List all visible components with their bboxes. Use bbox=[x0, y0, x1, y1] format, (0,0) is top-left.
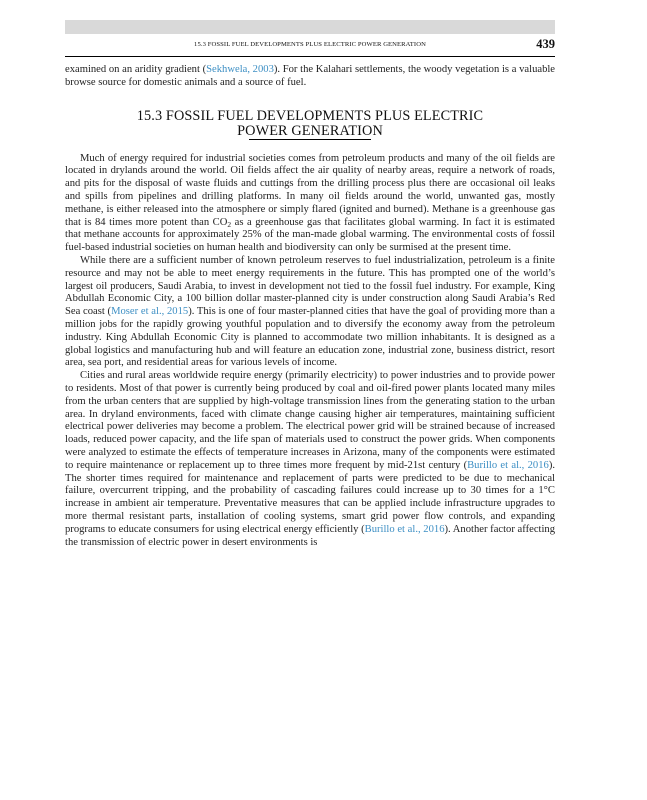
citation-link[interactable]: Sekhwela, 2003 bbox=[206, 64, 274, 75]
p2-text-b: ). This is one of four master-planned cities that have the goal of providing more than a million jobs for the rapidly growing youthful population and to diversify the economy away from the petroleum industry. King Abdullah Economic City is planned to accommodate two million inhabitants. It is designed as a global logistics and manufacturing hub and will feature an education zone, industrial zone, business district, resort area, sea port, and residential areas for various levels of income. bbox=[65, 306, 556, 369]
section-heading-text: 15.3 FOSSIL FUEL DEVELOPMENTS PLUS ELECTRIC POWER GENERATION bbox=[136, 107, 484, 139]
top-gray-band bbox=[65, 20, 555, 34]
p3-text-b: ). The shorter times required for maintenance and replacement of parts were predicted to be due to mechanical failure, overcurrent tripping, and the probability of cascading failures could increase up to 30 times for a 1°C increase in ambient air temperature. Preventative measures that can be applied include infrastructure upgrades to more thermal resistant parts, installation of cooling systems, smart grid power flow controls, and expanding programs to educate consumers for using electrical energy efficiently ( bbox=[65, 459, 555, 535]
paragraph-2 bbox=[65, 255, 555, 370]
paragraph-1 bbox=[65, 153, 555, 255]
intro-text-b: ). For the Kalahari settlements, the woody vegetation is a valuable browse source for domestic animals and a source of fuel. bbox=[65, 64, 556, 88]
citation-link[interactable]: Burillo et al., 2016 bbox=[364, 523, 445, 535]
paragraph-3 bbox=[65, 370, 555, 549]
citation-link[interactable]: Moser et al., 2015 bbox=[111, 306, 189, 318]
co2-subscript: 2 bbox=[227, 219, 232, 229]
p1-text-b: as a greenhouse gas that facilitates global warming. In fact it is estimated that methane accounts for approximately 25% of the man-made global warming. The environmental costs of fossil fuel-based industrial societies on human health and biodiversity can only be surmised at the present time. bbox=[65, 216, 555, 254]
running-header bbox=[65, 36, 555, 57]
p1-text-a: Much of energy required for industrial societies comes from petroleum products and many of the oil fields are located in drylands around the world. Oil fields affect the air quality of nearby areas, require a network of roads, and pits for the disposal of waste fluids and cuttings from the drilling process plus there are occasional oil leaks and spills from pipelines and drilling platforms. In many oil fields around the world, unwanted gas, mostly methane, is either released into the atmosphere or simply flared (ignited and burned). Methane is a greenhouse gas that is 84 times more potent than CO bbox=[65, 152, 555, 228]
citation-link[interactable]: Burillo et al., 2016 bbox=[467, 459, 549, 471]
p3-text-a: Cities and rural areas worldwide require energy (primarily electricity) to power industries and to provide power to residents. Most of that power is currently being produced by coal and oil-fired power plants located many miles from the urban centers that are supplied by high-voltage transmission lines from the generating station to the urban area. In dryland environments, faced with climate change causing higher air temperatures, maintaining sufficient electrical power deliveries may become a problem. The electrical power grid will be strained because of increased loads, reduced power capacity, and the life span of materials used to construct the power grids. When components were analyzed to estimate the effects of temperature increases in Arizona, many of the components were estimated to require maintenance or replacement up to three times more frequent by mid-21st century ( bbox=[65, 370, 555, 471]
section-heading bbox=[110, 109, 510, 140]
p3-text-c: ). Another factor affecting the transmission of electric power in desert environments is bbox=[65, 523, 555, 548]
page-number: 439 bbox=[536, 37, 555, 51]
page-body bbox=[65, 64, 555, 549]
intro-paragraph bbox=[65, 64, 555, 90]
heading-underline bbox=[249, 139, 371, 140]
intro-text-a: examined on an aridity gradient ( bbox=[65, 64, 207, 75]
running-title: 15.3 FOSSIL FUEL DEVELOPMENTS PLUS ELECTRIC POWER GENERATION bbox=[194, 41, 426, 48]
p2-text-a: While there are a sufficient number of known petroleum reserves to fuel industrialization, petroleum is a finite resource and may not be able to meet energy requirements in the future. This has prompted one of the world’s largest oil producers, Saudi Arabia, to invest in development not tied to the fossil fuel industry. For example, King Abdullah Economic City, a 100 billion dollar master-planned city is under construction along Saudi Arabia’s Red Sea coast ( bbox=[65, 254, 555, 318]
